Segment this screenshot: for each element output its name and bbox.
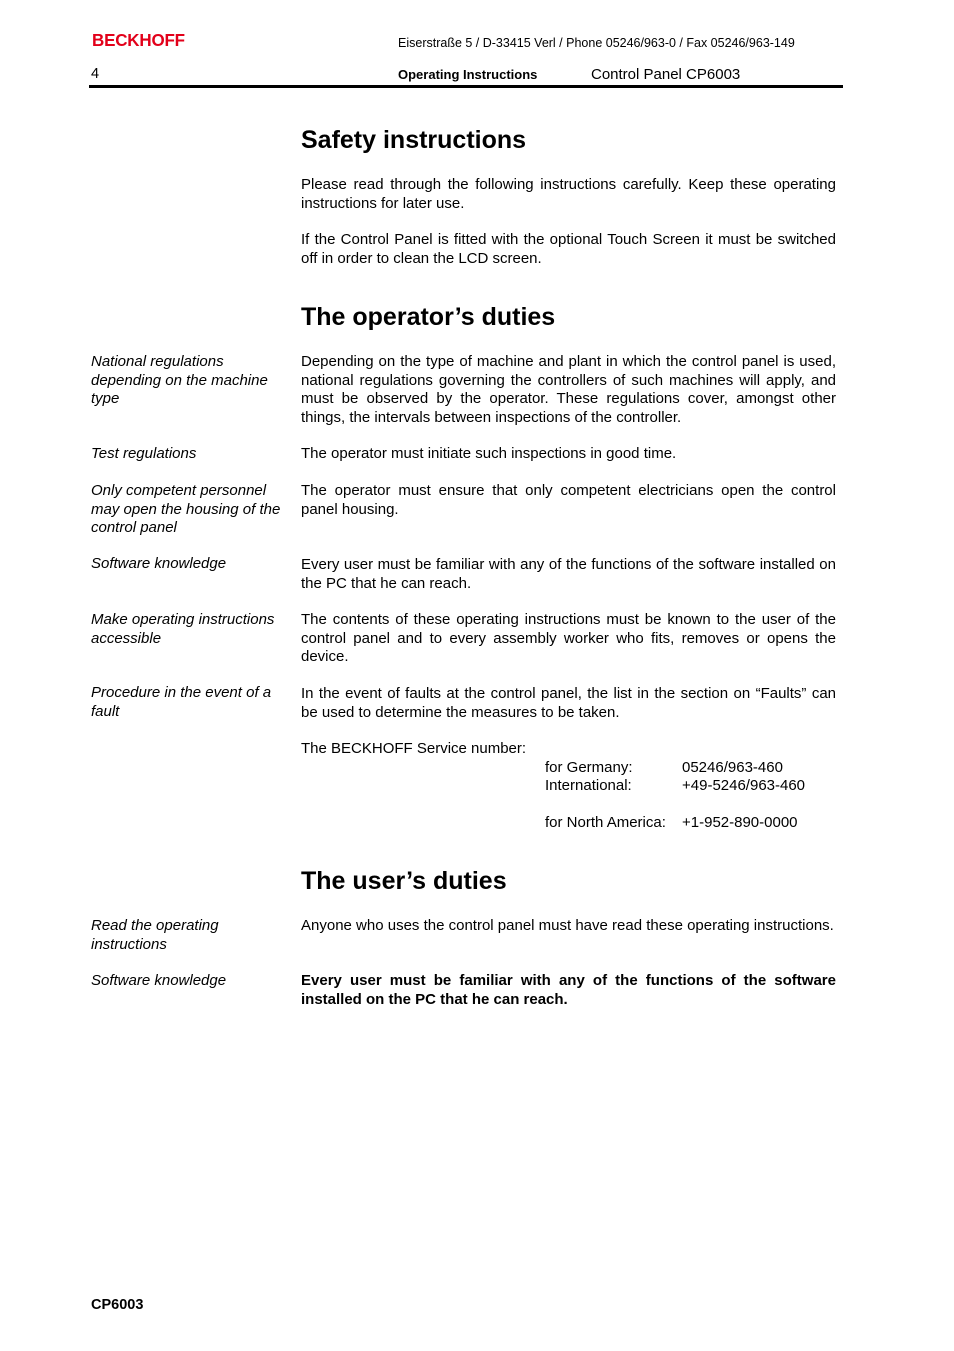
service-north-america-number: +1-952-890-0000 bbox=[682, 814, 798, 831]
service-north-america-label: for North America: bbox=[545, 814, 666, 831]
paragraph-competent-personnel: The operator must ensure that only competent electricians open the control panel housing. bbox=[301, 482, 836, 518]
beckhoff-logo: BECKHOFF bbox=[92, 30, 185, 51]
service-germany-label: for Germany: bbox=[545, 759, 633, 776]
safety-paragraph-1: Please read through the following instructions carefully. Keep these operating instructions for later use. bbox=[301, 176, 836, 212]
safety-heading: Safety instructions bbox=[301, 126, 527, 154]
header-product: Control Panel CP6003 bbox=[591, 66, 741, 83]
side-note-instructions-accessible: Make operating instructions accessible bbox=[91, 611, 275, 647]
footer-product-code: CP6003 bbox=[91, 1297, 144, 1313]
service-intro: The BECKHOFF Service number: bbox=[301, 740, 527, 757]
paragraph-fault-procedure: In the event of faults at the control panel, the list in the section on “Faults” can be used to determine the measures to be taken. bbox=[301, 685, 836, 721]
side-note-read-instructions: Read the operating instructions bbox=[91, 917, 219, 953]
paragraph-software-knowledge: Every user must be familiar with any of the functions of the software installed on the PC that he can reach. bbox=[301, 556, 836, 592]
company-address: Eiserstraße 5 / D-33415 Verl / Phone 05246/963-0 / Fax 05246/963-149 bbox=[398, 36, 795, 50]
side-note-competent-personnel: Only competent personnel may open the housing of the control panel bbox=[91, 482, 281, 536]
header-rule bbox=[89, 85, 843, 88]
paragraph-instructions-accessible: The contents of these operating instructions must be known to the user of the control panel and to every assembly worker who fits, removes or opens the device. bbox=[301, 611, 836, 665]
side-note-fault-procedure: Procedure in the event of a fault bbox=[91, 684, 272, 720]
paragraph-national-regulations: Depending on the type of machine and plant in which the control panel is used, national regulations governing the controllers of such machines will apply, and must be observed by the operator. These regulations cover, amongst other things, the intervals between inspections of the controller. bbox=[301, 353, 836, 426]
header-doc-type: Operating Instructions bbox=[398, 67, 538, 82]
paragraph-read-instructions: Anyone who uses the control panel must have read these operating instructions. bbox=[301, 917, 834, 934]
user-duties-heading: The user’s duties bbox=[301, 867, 507, 895]
side-note-software-knowledge: Software knowledge bbox=[91, 555, 227, 572]
side-note-national-regulations: National regulations depending on the machine type bbox=[91, 353, 268, 407]
operator-duties-heading: The operator’s duties bbox=[301, 303, 556, 331]
page-number: 4 bbox=[91, 66, 100, 82]
paragraph-user-software-knowledge: Every user must be familiar with any of the functions of the software installed on the PC that he can reach. bbox=[301, 972, 836, 1008]
service-international-number: +49-5246/963-460 bbox=[682, 777, 806, 794]
service-germany-number: 05246/963-460 bbox=[682, 759, 783, 776]
side-note-user-software-knowledge: Software knowledge bbox=[91, 972, 227, 989]
paragraph-test-regulations: The operator must initiate such inspections in good time. bbox=[301, 445, 677, 462]
service-international-label: International: bbox=[545, 777, 632, 794]
side-note-test-regulations: Test regulations bbox=[91, 445, 197, 462]
safety-paragraph-2: If the Control Panel is fitted with the optional Touch Screen it must be switched off in order to clean the LCD screen. bbox=[301, 231, 836, 267]
